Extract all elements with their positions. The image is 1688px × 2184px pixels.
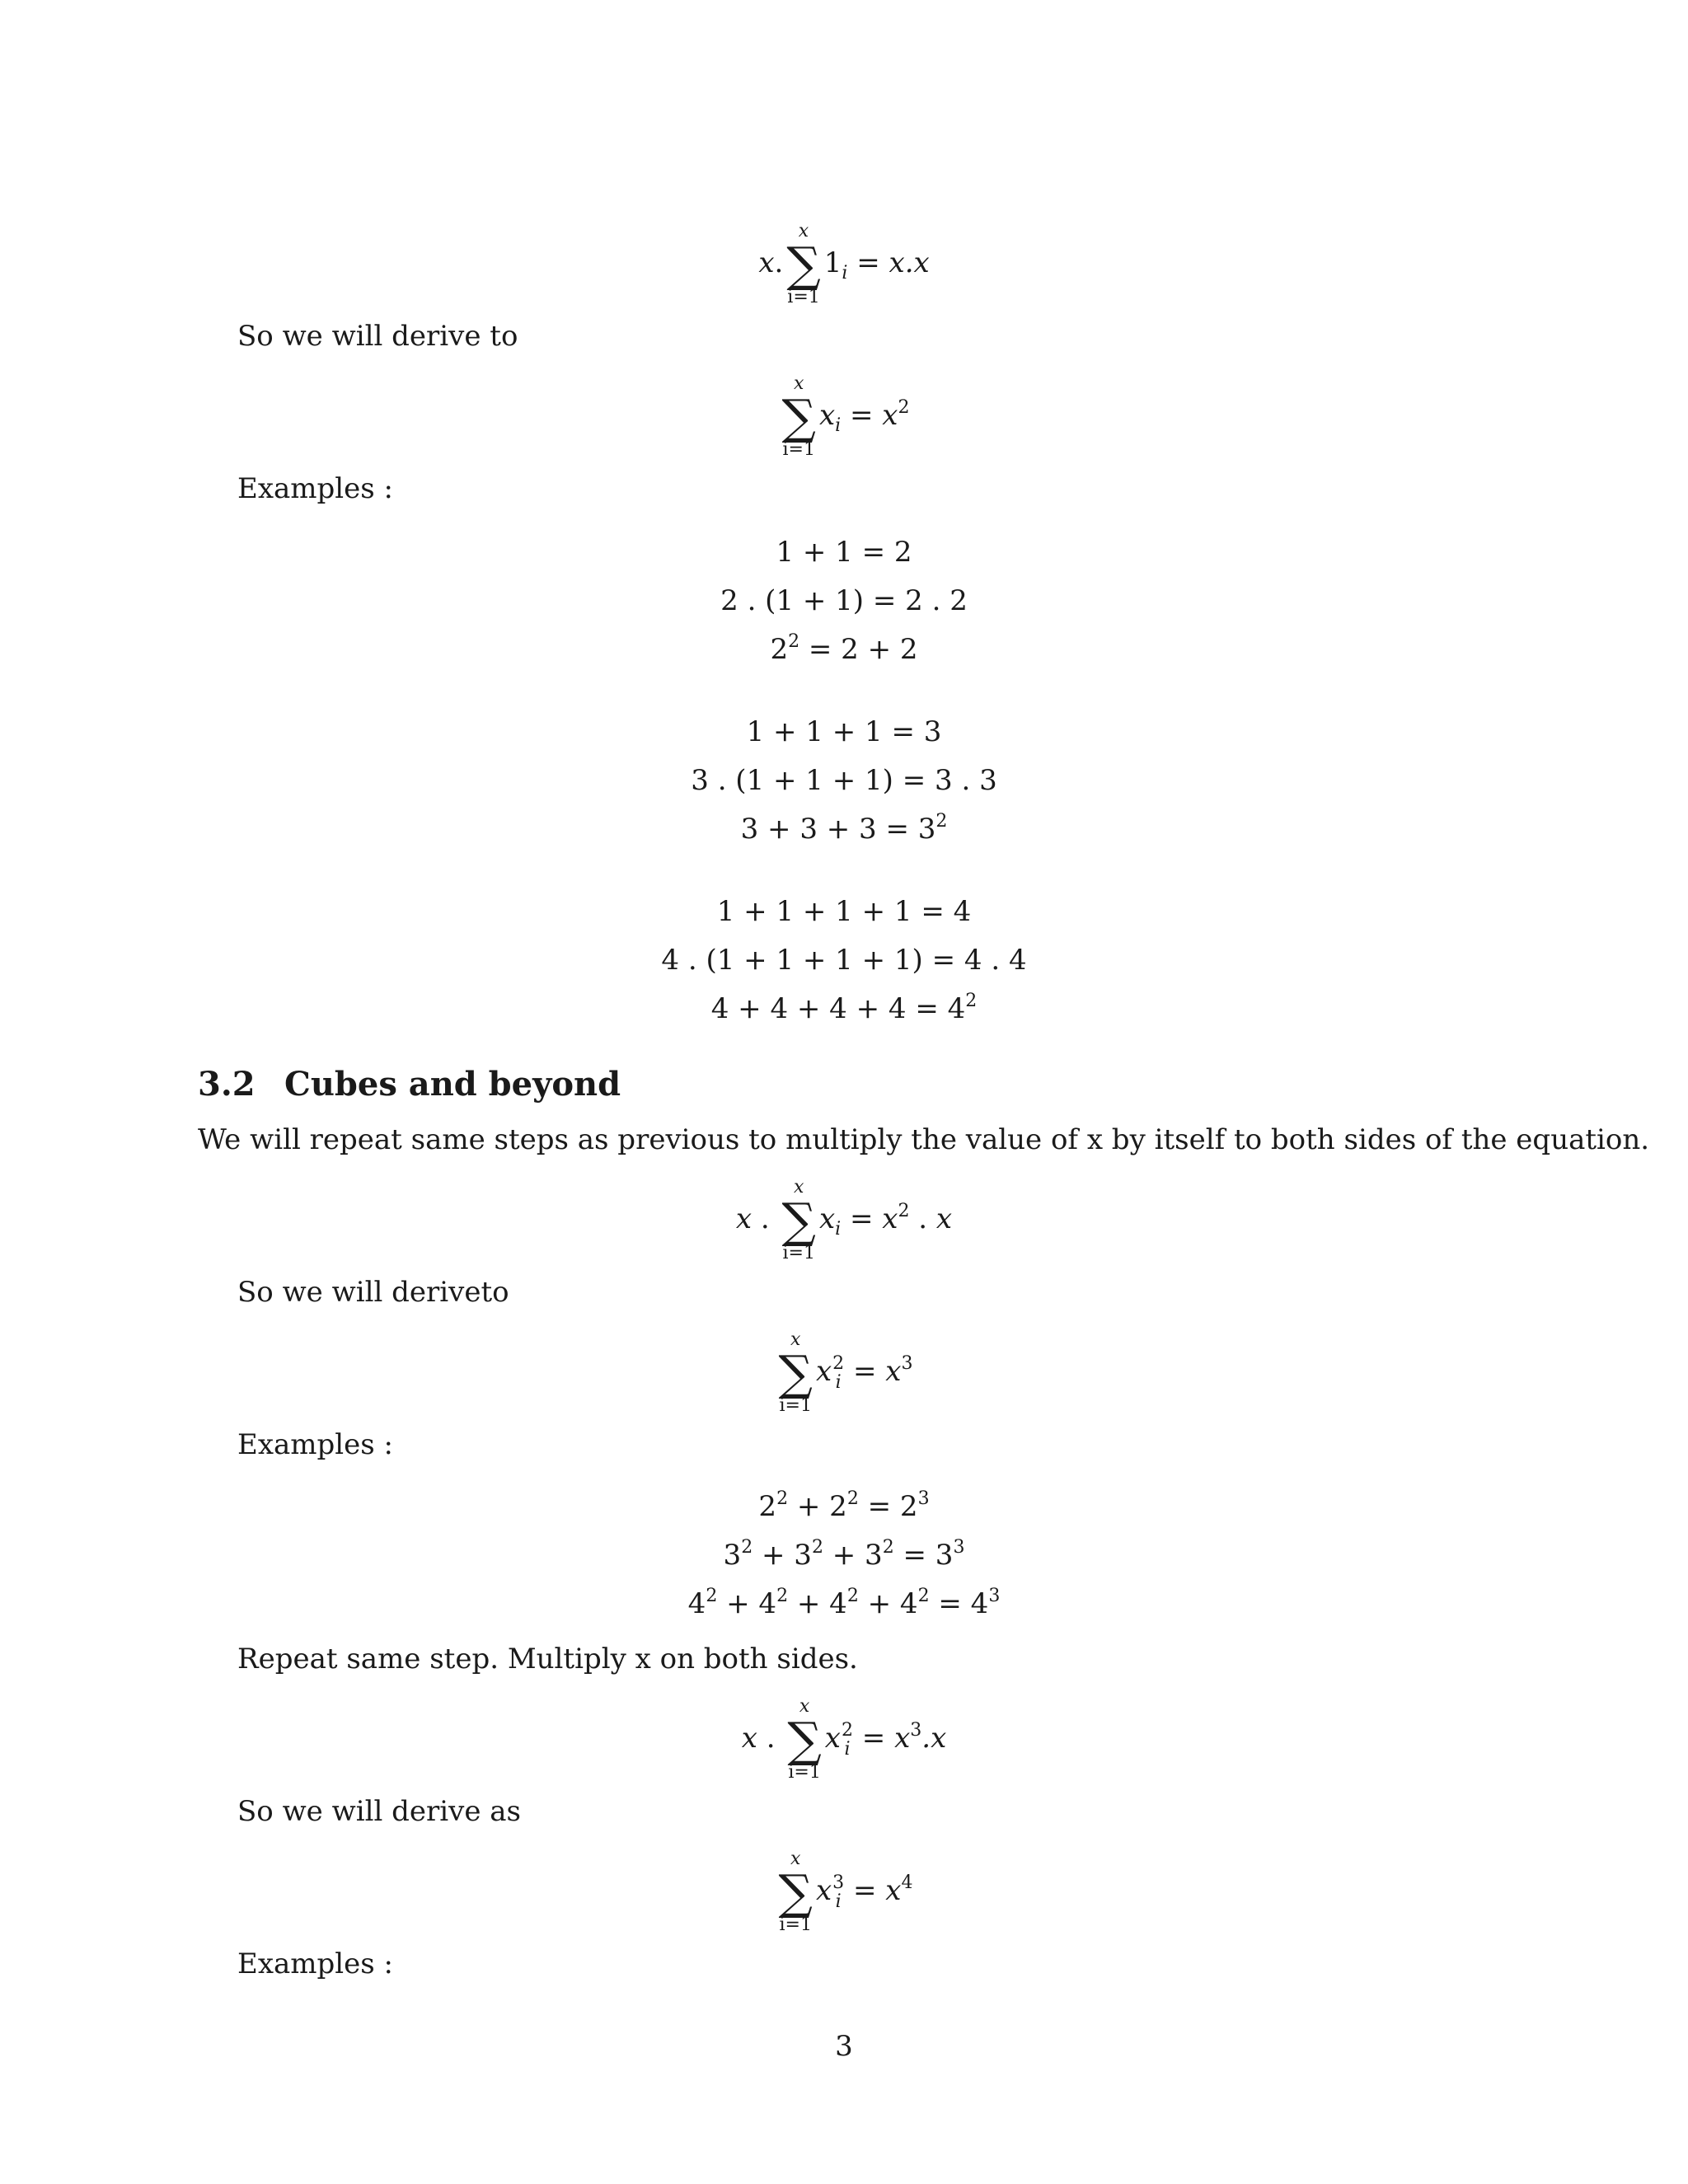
text-derive-as: So we will derive as: [237, 1795, 522, 1828]
example-cube-three: $3^2 + 3^2 + 3^2 = 3^3$: [723, 1537, 965, 1572]
example-cube-four: $4^2 + 4^2 + 4^2 + 4^2 = 4^3$: [687, 1586, 1001, 1620]
page-number: 3: [835, 2030, 853, 2063]
example-two-line-2: 2 . (1 + 1) = 2 . 2: [720, 584, 968, 617]
example-four-line-2: 4 . (1 + 1 + 1 + 1) = 4 . 4: [661, 944, 1027, 977]
equation-multiply-x-again: x . x ∑ i=1 x 2 i = $x^3.x$: [741, 1696, 947, 1783]
equation-sum-x-cubed: x ∑ i=1 x 2 i = $x^3$: [778, 1329, 913, 1416]
text-derive-to: So we will derive to: [237, 320, 518, 353]
section-number: 3.2: [198, 1065, 256, 1104]
example-three-line-2: 3 . (1 + 1 + 1) = 3 . 3: [691, 764, 997, 797]
example-two-line-3: $2^2 = 2 + 2$: [770, 631, 918, 666]
section-heading: [198, 1065, 621, 1104]
section-title: Cubes and beyond: [284, 1065, 621, 1104]
equation-sum-ones: x. x ∑ i=1 $1_i = x.x$: [758, 221, 930, 307]
text-examples-2: Examples :: [237, 1428, 393, 1461]
text-repeat: Repeat same step. Multiply x on both sides.: [237, 1643, 858, 1675]
example-three-line-1: 1 + 1 + 1 = 3: [746, 715, 942, 748]
example-four-line-1: 1 + 1 + 1 + 1 = 4: [716, 895, 972, 928]
example-four-line-3: $4 + 4 + 4 + 4 = 4^2$: [710, 991, 978, 1025]
example-cube-two: $2^2 + 2^2 = 2^3$: [758, 1488, 930, 1523]
text-intro: We will repeat same steps as previous to multiply the value of x by itself to both sides of the equation.: [198, 1123, 1650, 1156]
example-two-line-1: 1 + 1 = 2: [776, 536, 912, 569]
example-three-line-3: $3 + 3 + 3 = 3^2$: [740, 811, 948, 846]
equation-sum-x-squared: x ∑ i=1 $x_i = x^2$: [781, 373, 910, 460]
text-deriveto: So we will deriveto: [237, 1276, 509, 1309]
equation-sum-x-fourth: x ∑ i=1 x 3 i = $x^4$: [778, 1849, 913, 1935]
text-examples-3: Examples :: [237, 1947, 393, 1980]
equation-multiply-x: x . x ∑ i=1 $x_i = x^2$ . x: [735, 1177, 953, 1263]
text-examples-1: Examples :: [237, 472, 393, 505]
